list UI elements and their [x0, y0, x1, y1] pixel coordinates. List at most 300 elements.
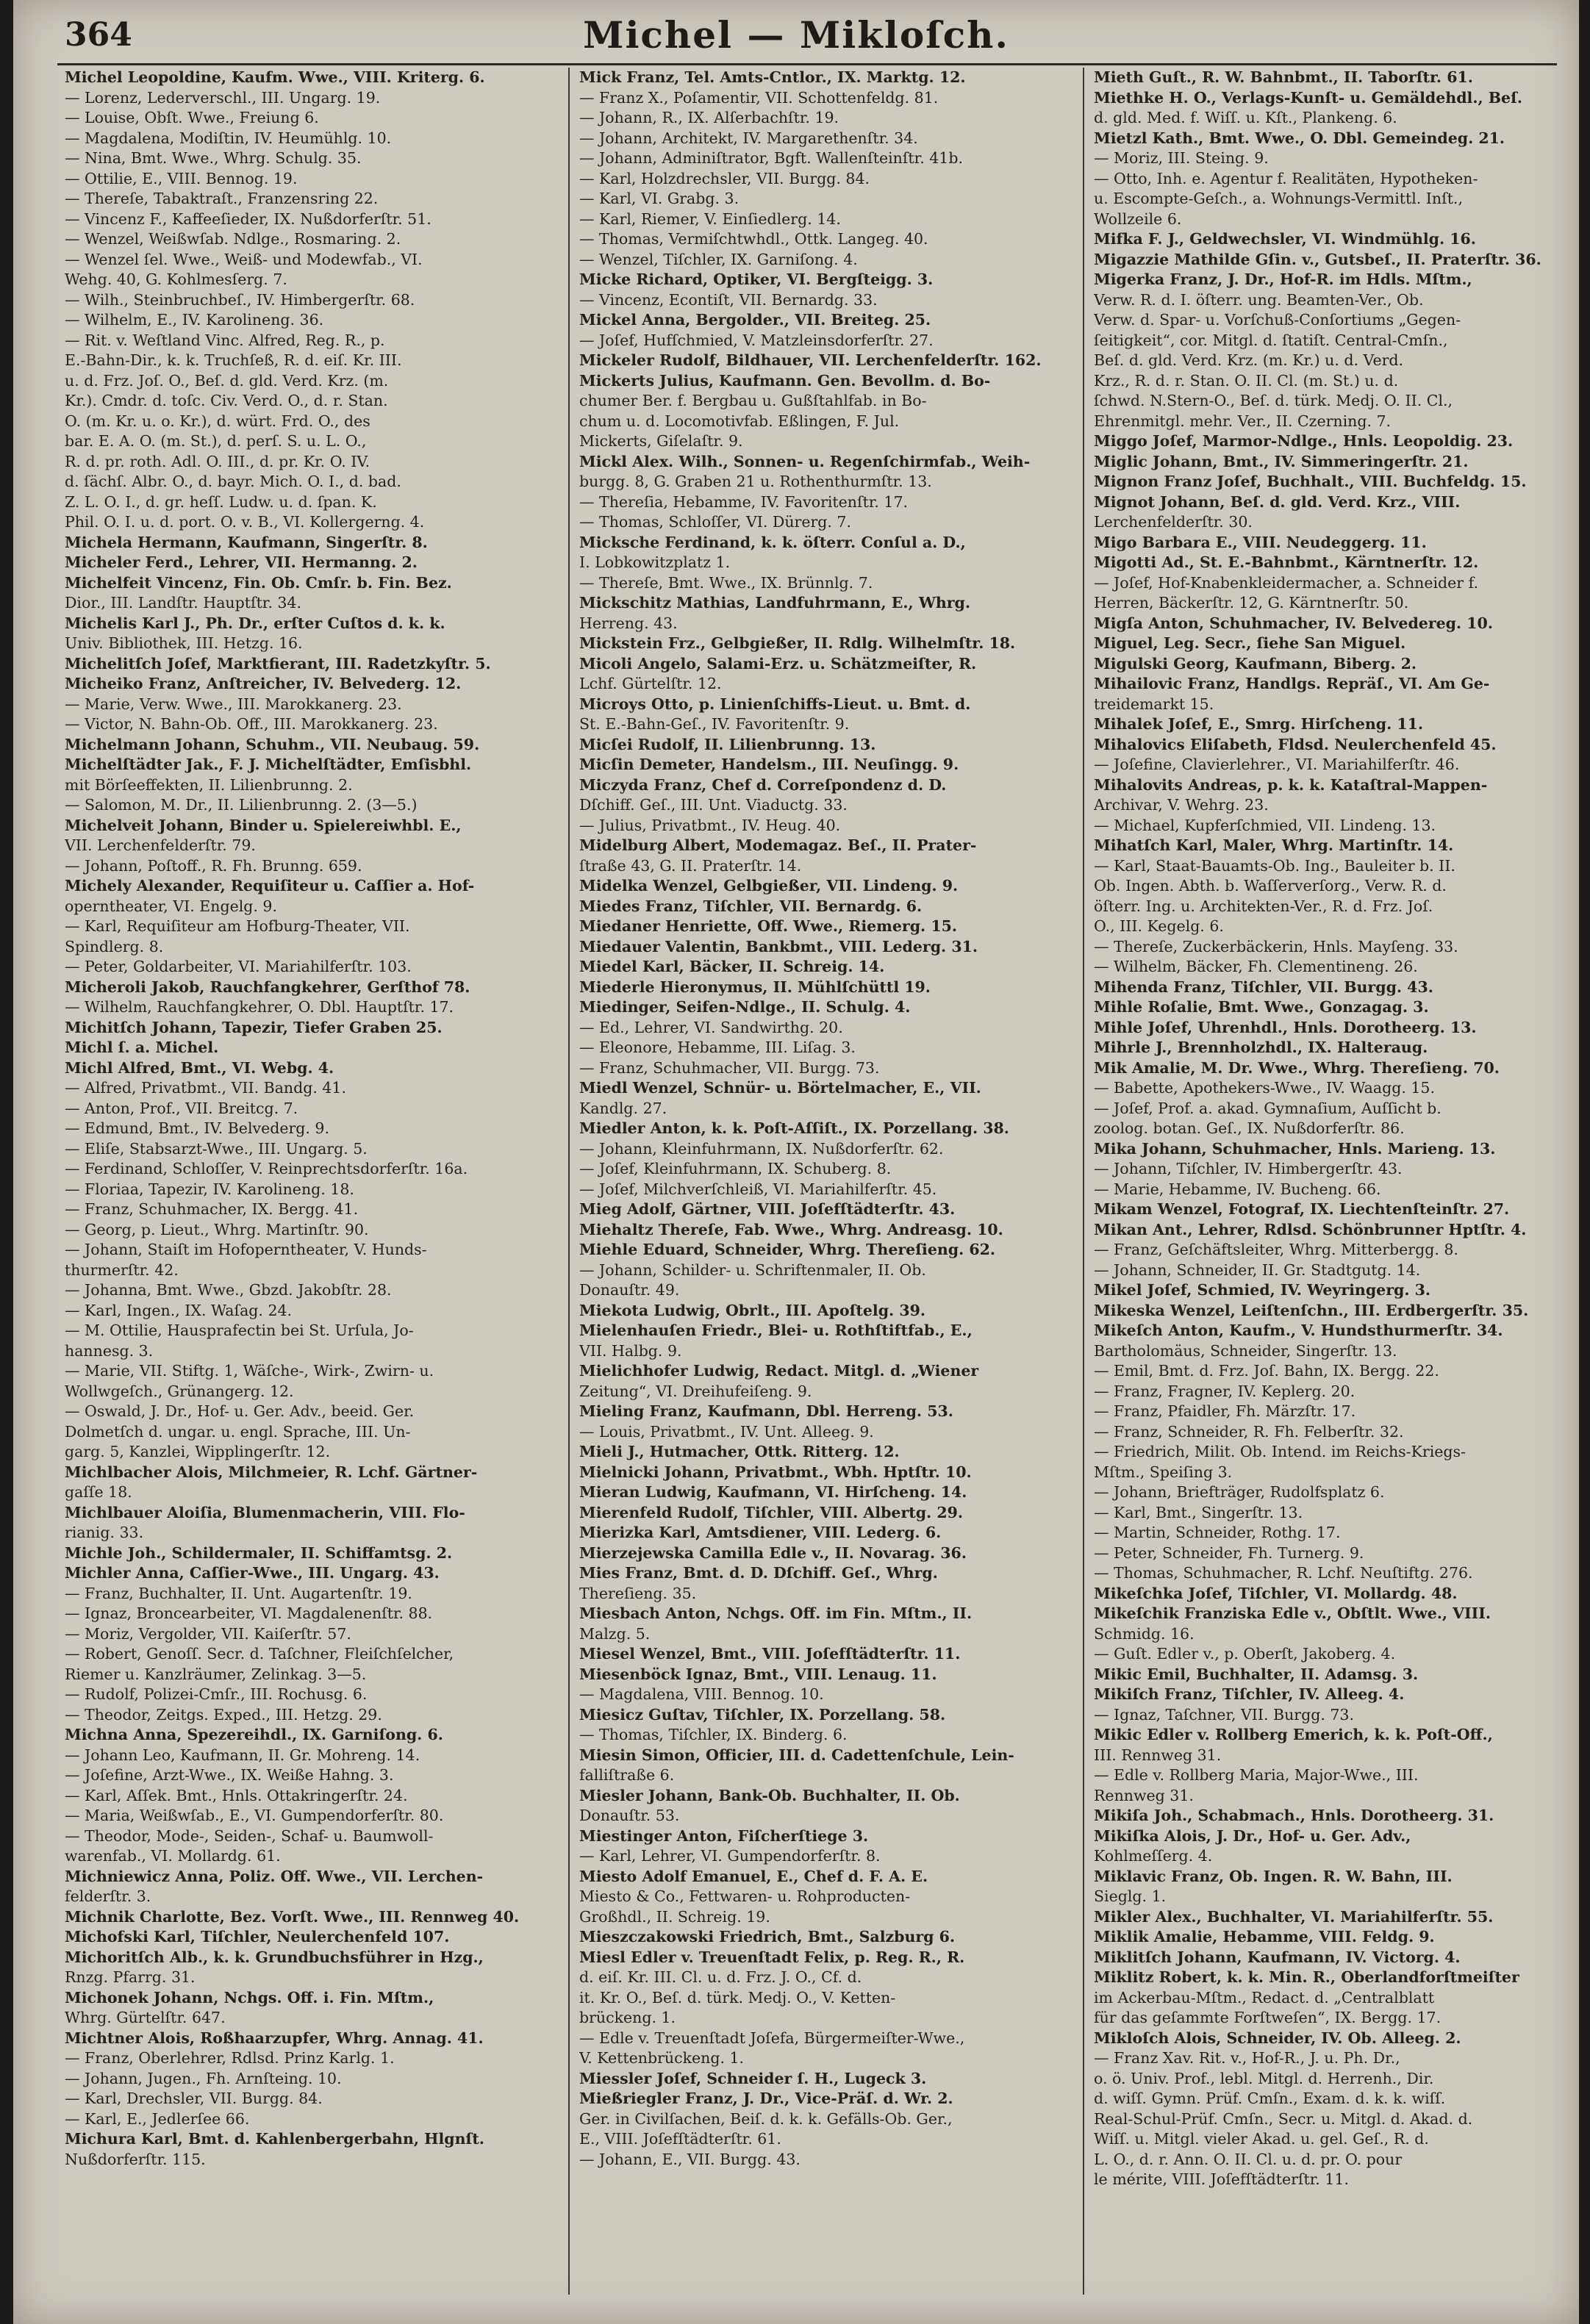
- directory-entry: — Marie, VII. Stiftg. 1, Wäſche-, Wirk-, Zwirn- u.: [65, 1362, 434, 1380]
- directory-entry: Univ. Bibliothek, III. Hetzg. 16.: [65, 634, 303, 652]
- directory-entry: — Ferdinand, Schloſſer, V. Reinprechtsdorferſtr. 16a.: [65, 1160, 468, 1177]
- directory-entry: Z. L. O. I., d. gr. heſſ. Ludw. u. d. ſpan. K.: [65, 492, 377, 511]
- directory-entry: Donauſtr. 53.: [579, 1807, 680, 1824]
- directory-entry: — Martin, Schneider, Rothg. 17.: [1094, 1524, 1341, 1541]
- directory-entry: Rnzg. Pfarrg. 31.: [65, 1968, 196, 1986]
- directory-entry: VII. Halbg. 9.: [579, 1341, 682, 1360]
- directory-entry: — Otto, Inh. e. Agentur f. Realitäten, Hypotheken-: [1094, 169, 1478, 187]
- directory-entry: Mihailovic Franz, Handlgs. Repräſ., VI. Am Ge-: [1094, 675, 1490, 692]
- directory-entry: Whrg. Gürtelſtr. 647.: [65, 2009, 226, 2026]
- directory-entry: Dſchiff. Geſ., III. Unt. Viaductg. 33.: [579, 796, 848, 814]
- directory-entry: — Thereſia, Hebamme, IV. Favoritenſtr. 17.: [579, 492, 909, 511]
- directory-entry: Mikeska Wenzel, Leiſtenſchn., III. Erdbergerſtr. 35.: [1094, 1301, 1529, 1319]
- directory-entry: Archivar, V. Wehrg. 23.: [1094, 796, 1269, 814]
- directory-entry: Midelka Wenzel, Gelbgießer, VII. Lindeng. 9.: [579, 877, 959, 894]
- directory-entry: — Karl, Requiſiteur am Hofburg-Theater, VII.: [65, 917, 410, 935]
- directory-entry: Mickel Anna, Bergolder., VII. Breiteg. 25.: [579, 311, 931, 329]
- directory-entry: — Moriz, III. Steing. 9.: [1094, 149, 1269, 167]
- directory-entry: Miggo Joſef, Marmor-Ndlge., Hnls. Leopoldig. 23.: [1094, 432, 1514, 450]
- directory-entry: Midelburg Albert, Modemagaz. Beſ., II. Prater-: [579, 836, 977, 854]
- directory-entry: Mihle Roſalie, Bmt. Wwe., Gonzagag. 3.: [1094, 998, 1429, 1016]
- directory-entry: Micoli Angelo, Salami-Erz. u. Schätzmeiſter, R.: [579, 654, 977, 673]
- directory-entry: — Ed., Lehrer, VI. Sandwirthg. 20.: [579, 1018, 843, 1036]
- directory-entry: — Vincenz F., Kaffeeſieder, IX. Nußdorferſtr. 51.: [65, 209, 431, 228]
- directory-entry: III. Rennweg 31.: [1094, 1746, 1222, 1764]
- directory-entry: Michelitſch Joſef, Marktfierant, III. Radetzkyſtr. 5.: [65, 654, 491, 673]
- directory-entry: — Salomon, M. Dr., II. Lilienbrunng. 2. (3—5.): [65, 796, 418, 814]
- directory-entry: — Joſef, Hof-Knabenkleidermacher, a. Schneider f.: [1094, 573, 1478, 592]
- directory-entry: Mikiſch Franz, Tiſchler, IV. Alleeg. 4.: [1094, 1685, 1405, 1703]
- directory-entry: — Alfred, Privatbmt., VII. Bandg. 41.: [65, 1079, 346, 1097]
- directory-entry: Miesto Adolf Emanuel, E., Chef d. F. A. E.: [579, 1867, 928, 1885]
- directory-entry: — Wilhelm, E., IV. Karolineng. 36.: [65, 311, 324, 329]
- directory-entry: — Joſefine, Arzt-Wwe., IX. Weiße Hahng. 3.: [65, 1766, 394, 1784]
- directory-entry: u. d. Frz. Joſ. O., Beſ. d. gld. Verd. Krz. (m.: [65, 371, 389, 390]
- directory-entry: Michelmann Johann, Schuhm., VII. Neubaug. 59.: [65, 735, 480, 753]
- directory-entry: — Karl, Lehrer, VI. Gumpendorferſtr. 8.: [579, 1847, 881, 1865]
- directory-entry: — Karl, Staat-Bauamts-Ob. Ing., Bauleiter b. II.: [1094, 856, 1455, 875]
- directory-entry: Michna Anna, Spezereihdl., IX. Garniſong. 6.: [65, 1726, 443, 1743]
- directory-entry: Mieling Franz, Kaufmann, Dbl. Herreng. 53.: [579, 1402, 953, 1420]
- directory-entry: I. Lobkowitzplatz 1.: [579, 553, 731, 571]
- directory-entry: R. d. pr. roth. Adl. O. III., d. pr. Kr. O. IV.: [65, 452, 370, 470]
- directory-entry: Micheiko Franz, Anſtreicher, IV. Belvederg. 12.: [65, 675, 462, 692]
- directory-entry: — Franz, Fragner, IV. Keplerg. 20.: [1094, 1382, 1356, 1400]
- directory-entry: Großhdl., II. Schreig. 19.: [579, 1907, 770, 1926]
- directory-entry: Kandlg. 27.: [579, 1099, 667, 1117]
- directory-entry: Micſin Demeter, Handelsm., III. Neuſingg. 9.: [579, 756, 959, 773]
- directory-entry: Miehle Eduard, Schneider, Whrg. Thereſieng. 62.: [579, 1241, 996, 1258]
- directory-entry: — Ottilie, E., VIII. Bennog. 19.: [65, 169, 298, 187]
- directory-entry: Micſei Rudolf, II. Lilienbrunng. 13.: [579, 735, 876, 753]
- directory-entry: Mihrle J., Brennholzhdl., IX. Halteraug.: [1094, 1039, 1428, 1056]
- directory-entry: Mietzl Kath., Bmt. Wwe., O. Dbl. Gemeindeg. 21.: [1094, 129, 1505, 147]
- directory-entry: — Thomas, Vermiſchtwhdl., Ottk. Langeg. 40.: [579, 230, 928, 248]
- directory-entry: garg. 5, Kanzlei, Wipplingerſtr. 12.: [65, 1443, 331, 1460]
- directory-entry: — Johann, Architekt, IV. Margarethenſtr. 34.: [579, 129, 918, 147]
- directory-entry: Michura Karl, Bmt. d. Kahlenbergerbahn, Hlgnſt.: [65, 2130, 484, 2148]
- directory-entry: — Thomas, Schloſſer, VI. Dürerg. 7.: [579, 513, 851, 531]
- directory-entry: Verw. R. d. I. öſterr. ung. Beamten-Ver., Ob.: [1094, 290, 1424, 309]
- directory-entry: Mignot Johann, Beſ. d. gld. Verd. Krz., VIII.: [1094, 492, 1461, 511]
- directory-entry: d. wiſſ. Gymn. Prüf. Cmſn., Exam. d. k. k. wiſſ.: [1094, 2090, 1446, 2107]
- directory-entry: — Johann, R., IX. Alſerbachſtr. 19.: [579, 109, 839, 126]
- directory-entry: it. Kr. O., Beſ. d. türk. Medj. O., V. Ketten-: [579, 1988, 896, 2006]
- directory-entry: — Anton, Prof., VII. Breitcg. 7.: [65, 1099, 298, 1117]
- directory-entry: Mihalovits Andreas, p. k. k. Kataſtral-Mappen-: [1094, 775, 1488, 794]
- directory-entry: Donauſtr. 49.: [579, 1281, 680, 1299]
- directory-entry: Beſ. d. gld. Verd. Krz. (m. Kr.) u. d. Verd.: [1094, 351, 1404, 369]
- directory-entry: Thereſieng. 35.: [579, 1584, 697, 1602]
- directory-entry: Michlbauer Aloiſia, Blumenmacherin, VIII. Flo-: [65, 1503, 465, 1521]
- directory-entry: — Edle v. Rollberg Maria, Major-Wwe., III.: [1094, 1766, 1419, 1784]
- directory-entry: burgg. 8, G. Graben 21 u. Rothenthurmſtr. 13.: [579, 473, 932, 490]
- directory-entry: Mieli J., Hutmacher, Ottk. Ritterg. 12.: [579, 1443, 900, 1460]
- directory-entry: Miedl Wenzel, Schnür- u. Börtelmacher, E., VII.: [579, 1079, 981, 1097]
- directory-entry: Migo Barbara E., VIII. Neudeggerg. 11.: [1094, 533, 1427, 551]
- directory-entry: — Wilh., Steinbruchbeſ., IV. Himbergerſtr. 68.: [65, 290, 415, 309]
- directory-entry: Mierenfeld Rudolf, Tiſchler, VIII. Albertg. 29.: [579, 1503, 963, 1521]
- directory-entry: Dior., III. Landſtr. Hauptſtr. 34.: [65, 594, 301, 612]
- directory-entry: Michelſtädter Jak., F. J. Michelſtädter, Emſisbhl.: [65, 756, 472, 773]
- directory-entry: Migulski Georg, Kaufmann, Biberg. 2.: [1094, 654, 1417, 673]
- directory-entry: Miehaltz Thereſe, Fab. Wwe., Whrg. Andreasg. 10.: [579, 1220, 1003, 1238]
- directory-entry: thurmerſtr. 42.: [65, 1260, 179, 1279]
- directory-entry: — Thereſe, Bmt. Wwe., IX. Brünnlg. 7.: [579, 573, 873, 592]
- directory-entry: Miesler Johann, Bank-Ob. Buchhalter, II. Ob.: [579, 1786, 960, 1804]
- directory-entry: Nußdorferſtr. 115.: [65, 2150, 206, 2168]
- directory-entry: Michlbacher Alois, Milchmeier, R. Lchf. Gärtner-: [65, 1463, 478, 1481]
- directory-entry: Mikic Edler v. Rollberg Emerich, k. k. Poſt-Off.,: [1094, 1726, 1493, 1743]
- directory-entry: — Karl, Drechsler, VII. Burgg. 84.: [65, 2090, 323, 2107]
- directory-entry: — Johann, Staiſt im Hofoperntheater, V. Hunds-: [65, 1241, 427, 1258]
- directory-entry: — Marie, Verw. Wwe., III. Marokkanerg. 23.: [65, 695, 402, 713]
- directory-entry: — Ignaz, Broncearbeiter, VI. Magdalenenſtr. 88.: [65, 1604, 433, 1622]
- directory-entry: Miekota Ludwig, Obrlt., III. Apoſtelg. 39.: [579, 1301, 925, 1319]
- header-rule: [57, 63, 1557, 65]
- directory-entry: — Johann, E., VII. Burgg. 43.: [579, 2150, 801, 2168]
- directory-entry: — Wilhelm, Bäcker, Fh. Clementineng. 26.: [1094, 958, 1418, 975]
- directory-entry: Miedinger, Seifen-Ndlge., II. Schulg. 4.: [579, 998, 911, 1016]
- directory-entry: — Peter, Goldarbeiter, VI. Mariahilferſtr. 103.: [65, 958, 412, 975]
- directory-entry: bar. E. A. O. (m. St.), d. perſ. S. u. L. O.,: [65, 432, 367, 450]
- directory-entry: Migerka Franz, J. Dr., Hof-R. im Hdls. Mſtm.,: [1094, 270, 1472, 288]
- directory-entry: — Eliſe, Stabsarzt-Wwe., III. Ungarg. 5.: [65, 1139, 368, 1158]
- column-divider: [568, 68, 570, 2295]
- directory-entry: Miesl Edler v. Treuenſtadt Felix, p. Reg. R., R.: [579, 1948, 965, 1966]
- directory-entry: Phil. O. I. u. d. port. O. v. B., VI. Kollergerng. 4.: [65, 513, 425, 531]
- directory-entry: V. Kettenbrückeng. 1.: [579, 2049, 745, 2067]
- directory-entry: Mſtm., Speiſing 3.: [1094, 1463, 1233, 1481]
- directory-entry: Mihalovics Eliſabeth, Fldsd. Neulerchenfeld 45.: [1094, 735, 1497, 753]
- directory-entry: — Nina, Bmt. Wwe., Whrg. Schulg. 35.: [65, 149, 362, 167]
- directory-entry: Michel Leopoldine, Kaufm. Wwe., VIII. Kriterg. 6.: [65, 68, 485, 86]
- directory-entry: Mihatſch Karl, Maler, Whrg. Martinſtr. 14.: [1094, 836, 1454, 854]
- page-header: [13, 0, 1579, 66]
- directory-entry: brückeng. 1.: [579, 2009, 676, 2026]
- directory-entry: — Karl, Riemer, V. Einſiedlerg. 14.: [579, 209, 841, 228]
- directory-entry: Mikic Emil, Buchhalter, II. Adamsg. 3.: [1094, 1665, 1419, 1683]
- directory-entry: Michnik Charlotte, Bez. Vorſt. Wwe., III. Rennweg 40.: [65, 1907, 520, 1926]
- directory-entry: Mieran Ludwig, Kaufmann, VI. Hirſcheng. 14.: [579, 1483, 967, 1501]
- directory-entry: Sieglg. 1.: [1094, 1887, 1167, 1905]
- directory-entry: Michl Alfred, Bmt., VI. Webg. 4.: [65, 1058, 334, 1077]
- directory-entry: — Wenzel ſel. Wwe., Weiß- und Modewfab., VI.: [65, 250, 423, 268]
- directory-entry: Michitſch Johann, Tapezir, Tiefer Graben 25.: [65, 1018, 443, 1036]
- directory-entry: — Thomas, Schuhmacher, R. Lchf. Neuſtiftg. 276.: [1094, 1564, 1473, 1582]
- directory-entry: Miedauer Valentin, Bankbmt., VIII. Lederg. 31.: [579, 937, 978, 955]
- directory-entry: — Rit. v. Weſtland Vinc. Alfred, Reg. R., p.: [65, 331, 385, 349]
- directory-entry: Wollzeile 6.: [1094, 209, 1182, 228]
- directory-entry: Micheroli Jakob, Rauchfangkehrer, Gerſthof 78.: [65, 978, 470, 996]
- directory-entry: operntheater, VI. Engelg. 9.: [65, 897, 277, 915]
- directory-entry: Mikeſchik Franziska Edle v., Obſtlt. Wwe., VIII.: [1094, 1604, 1491, 1622]
- directory-entry: Bartholomäus, Schneider, Singerſtr. 13.: [1094, 1341, 1397, 1360]
- directory-entry: — M. Ottilie, Hausprafectin bei St. Urſula, Jo-: [65, 1321, 414, 1339]
- directory-entry: — Joſef, Kleinfuhrmann, IX. Schuberg. 8.: [579, 1160, 892, 1177]
- directory-entry: Kr.). Cmdr. d. toſc. Civ. Verd. O., d. r. Stan.: [65, 392, 388, 409]
- directory-entry: Micheler Ferd., Lehrer, VII. Hermanng. 2.: [65, 553, 418, 571]
- directory-entry: — Karl, Aſſek. Bmt., Hnls. Ottakringerſtr. 24.: [65, 1786, 408, 1804]
- directory-entry: — Louis, Privatbmt., IV. Unt. Alleeg. 9.: [579, 1422, 874, 1441]
- directory-entry: — Franz, Pfaidler, Fh. Märzſtr. 17.: [1094, 1402, 1356, 1420]
- directory-entry: u. Escompte-Geſch., a. Wohnungs-Vermittl. Inſt.,: [1094, 190, 1463, 207]
- directory-entry: — Moriz, Vergolder, VII. Kaiſerſtr. 57.: [65, 1624, 351, 1643]
- directory-entry: — Wenzel, Tiſchler, IX. Garniſong. 4.: [579, 250, 858, 268]
- directory-entry: Rennweg 31.: [1094, 1786, 1194, 1804]
- directory-entry: Lerchenfelderſtr. 30.: [1094, 513, 1253, 531]
- directory-entry: hannesg. 3.: [65, 1341, 154, 1360]
- directory-entry: chum u. d. Locomotivfab. Eßlingen, F. Jul.: [579, 412, 900, 430]
- directory-entry: d. gld. Med. f. Wiſſ. u. Kſt., Plankeng. 6.: [1094, 109, 1397, 126]
- directory-entry: Miedaner Henriette, Off. Wwe., Riemerg. 15.: [579, 917, 957, 935]
- directory-entry: O. (m. Kr. u. o. Kr.), d. würt. Frd. O., des: [65, 412, 370, 430]
- directory-page: [13, 0, 1579, 2324]
- directory-entry: Mikiſka Alois, J. Dr., Hof- u. Ger. Adv.,: [1094, 1826, 1411, 1845]
- directory-entry: — Johann, Kleinfuhrmann, IX. Nußdorferſtr. 62.: [579, 1139, 944, 1158]
- directory-entry: Mignon Franz Joſef, Buchhalt., VIII. Buchfeldg. 15.: [1094, 473, 1527, 490]
- directory-entry: Michela Hermann, Kaufmann, Singerſtr. 8.: [65, 533, 428, 551]
- directory-entry: — Oswald, J. Dr., Hof- u. Ger. Adv., beeid. Ger.: [65, 1402, 415, 1420]
- directory-entry: — Robert, Genoſſ. Secr. d. Taſchner, Fleiſchſelcher,: [65, 1645, 454, 1663]
- directory-entry: — Karl, Holzdrechsler, VII. Burgg. 84.: [579, 169, 870, 187]
- directory-entry: Mikloſch Alois, Schneider, IV. Ob. Alleeg. 2.: [1094, 2029, 1461, 2047]
- directory-entry: Wiſſ. u. Mitgl. vieler Akad. u. gel. Geſ., R. d.: [1094, 2130, 1429, 2148]
- directory-entry: treidemarkt 15.: [1094, 695, 1214, 713]
- directory-entry: Mickeler Rudolf, Bildhauer, VII. Lerchenfelderſtr. 162.: [579, 351, 1042, 369]
- directory-entry: Mikeſchka Joſef, Tiſchler, VI. Mollardg. 48.: [1094, 1584, 1458, 1602]
- directory-entry: Real-Schul-Prüf. Cmſn., Secr. u. Mitgl. d. Akad. d.: [1094, 2109, 1473, 2128]
- directory-entry: — Magdalena, Modiſtin, IV. Heumühlg. 10.: [65, 129, 392, 147]
- directory-entry: zoolog. botan. Geſ., IX. Nußdorferſtr. 86.: [1094, 1119, 1405, 1137]
- directory-entry: — Michael, Kupferſchmied, VII. Lindeng. 13.: [1094, 816, 1436, 834]
- directory-entry: ſchwd. N.Stern-O., Beſ. d. türk. Medj. O. II. Cl.,: [1094, 392, 1453, 409]
- directory-entry: — Wilhelm, Rauchfangkehrer, O. Dbl. Hauptſtr. 17.: [65, 998, 454, 1016]
- directory-entry: Verw. d. Spar- u. Vorſchuß-Conſortiums „Gegen-: [1094, 311, 1461, 329]
- directory-entry: mit Börſeeffekten, II. Lilienbrunng. 2.: [65, 775, 353, 794]
- directory-entry: St. E.-Bahn-Geſ., IV. Favoritenſtr. 9.: [579, 715, 850, 733]
- directory-entry: — Karl, Bmt., Singerſtr. 13.: [1094, 1503, 1303, 1521]
- directory-entry: — Franz X., Poſamentir, VII. Schottenfeldg. 81.: [579, 88, 939, 107]
- column-divider: [1083, 68, 1084, 2295]
- directory-entry: Michniewicz Anna, Poliz. Off. Wwe., VII. Lerchen-: [65, 1867, 484, 1885]
- directory-entry: Herreng. 43.: [579, 614, 678, 632]
- directory-entry: Mikel Joſef, Schmied, IV. Weyringerg. 3.: [1094, 1281, 1431, 1299]
- directory-entry: Mikan Ant., Lehrer, Rdlsd. Schönbrunner Hptſtr. 4.: [1094, 1220, 1527, 1238]
- directory-entry: — Marie, Hebamme, IV. Bucheng. 66.: [1094, 1180, 1381, 1198]
- directory-entry: Miedel Karl, Bäcker, II. Schreig. 14.: [579, 958, 885, 975]
- directory-entry: — Johann, Tiſchler, IV. Himbergerſtr. 43.: [1094, 1160, 1403, 1177]
- directory-entry: — Peter, Schneider, Fh. Turnerg. 9.: [1094, 1543, 1364, 1562]
- directory-entry: Ob. Ingen. Abth. b. Waſſerverſorg., Verw. R. d.: [1094, 877, 1447, 894]
- directory-entry: Micksche Ferdinand, k. k. öſterr. Conſul a. D.,: [579, 533, 966, 551]
- directory-entry: Miglic Johann, Bmt., IV. Simmeringerſtr. 21.: [1094, 452, 1469, 470]
- directory-entry: Michelis Karl J., Ph. Dr., erſter Cuſtos d. k. k.: [65, 614, 445, 632]
- directory-entry: Mick Franz, Tel. Amts-Cntlor., IX. Marktg. 12.: [579, 68, 966, 86]
- directory-entry: Mika Johann, Schuhmacher, Hnls. Marieng. 13.: [1094, 1139, 1496, 1158]
- directory-entry: Malzg. 5.: [579, 1624, 651, 1643]
- directory-entry: ſtraße 43, G. II. Praterſtr. 14.: [579, 856, 802, 875]
- directory-entry: — Joſefine, Clavierlehrer., VI. Mariahilferſtr. 46.: [1094, 756, 1460, 773]
- directory-entry: d. ſächſ. Albr. O., d. bayr. Mich. O. I., d. bad.: [65, 473, 401, 490]
- directory-entry: — Edle v. Treuenſtadt Joſefa, Bürgermeiſter-Wwe.,: [579, 2029, 965, 2047]
- directory-entry: Miesto & Co., Fettwaren- u. Rohproducten-: [579, 1887, 911, 1905]
- directory-entry: Micke Richard, Optiker, VI. Bergſteigg. 3.: [579, 270, 934, 288]
- directory-entry: — Maria, Weißwſab., E., VI. Gumpendorferſtr. 80.: [65, 1807, 444, 1824]
- directory-entry: ſeitigkeit“, cor. Mitgl. d. ſtatiſt. Central-Cmſn.,: [1094, 331, 1448, 349]
- directory-entry: — Joſef, Prof. a. akad. Gymnaſium, Auſſicht b.: [1094, 1099, 1442, 1117]
- directory-entry: Mickstein Frz., Gelbgießer, II. Rdlg. Wilhelmſtr. 18.: [579, 634, 1016, 652]
- directory-entry: — Louise, Obſt. Wwe., Freiung 6.: [65, 109, 319, 126]
- directory-entry: Dolmetſch d. ungar. u. engl. Sprache, III. Un-: [65, 1422, 411, 1441]
- directory-entry: Microys Otto, p. Linienſchiffs-Lieut. u. Bmt. d.: [579, 695, 971, 713]
- directory-entry: — Thereſe, Zuckerbäckerin, Hnls. Mayſeng. 33.: [1094, 937, 1458, 955]
- directory-entry: Miklik Amalie, Hebamme, VIII. Feldg. 9.: [1094, 1928, 1435, 1945]
- directory-entry: Mikam Wenzel, Fotograf, IX. Liechtenſteinſtr. 27.: [1094, 1200, 1510, 1218]
- directory-entry: — Karl, Ingen., IX. Waſag. 24.: [65, 1301, 293, 1319]
- directory-column-2: [579, 68, 1075, 2302]
- running-head: Michel — Mikloſch.: [583, 13, 1009, 57]
- directory-entry: Mickerts Julius, Kaufmann. Gen. Bevollm. d. Bo-: [579, 371, 991, 390]
- directory-entry: — Franz Xav. Rit. v., Hof-R., J. u. Ph. Dr.,: [1094, 2049, 1400, 2067]
- directory-entry: Mieszczakowski Friedrich, Bmt., Salzburg 6.: [579, 1928, 956, 1945]
- directory-entry: — Friedrich, Milit. Ob. Intend. im Reichs-Kriegs-: [1094, 1443, 1466, 1460]
- directory-entry: Miesin Simon, Officier, III. d. Cadettenſchule, Lein-: [579, 1746, 1014, 1764]
- directory-entry: — Rudolf, Polizei-Cmſr., III. Rochusg. 6.: [65, 1685, 368, 1703]
- directory-entry: Mikeſch Anton, Kaufm., V. Hundsthurmerſtr. 34.: [1094, 1321, 1503, 1339]
- directory-entry: Mifka F. J., Geldwechsler, VI. Windmühlg. 16.: [1094, 230, 1476, 248]
- directory-entry: Kohlmeſſerg. 4.: [1094, 1847, 1213, 1865]
- directory-entry: — Franz, Schuhmacher, IX. Bergg. 41.: [65, 1200, 359, 1218]
- directory-entry: Miederle Hieronymus, II. Mühlſchüttl 19.: [579, 978, 931, 996]
- directory-entry: Miestinger Anton, Fiſcherſtiege 3.: [579, 1826, 869, 1845]
- directory-entry: Mikler Alex., Buchhalter, VI. Mariahilferſtr. 55.: [1094, 1907, 1494, 1926]
- directory-entry: — Franz, Geſchäftsleiter, Whrg. Mitterbergg. 8.: [1094, 1241, 1458, 1258]
- directory-entry: Miedler Anton, k. k. Poſt-Aſſiſt., IX. Porzellang. 38.: [579, 1119, 1009, 1137]
- directory-entry: — Johann, Adminiſtrator, Bgft. Wallenſteinſtr. 41b.: [579, 149, 963, 167]
- directory-entry: d. eiſ. Kr. III. Cl. u. d. Frz. J. O., Cf. d.: [579, 1968, 862, 1986]
- directory-entry: — Johann, Briefträger, Rudolfsplatz 6.: [1094, 1483, 1385, 1501]
- directory-entry: Miessler Joſef, Schneider ſ. H., Lugeck 3.: [579, 2069, 927, 2087]
- directory-entry: — Floriaa, Tapezir, IV. Karolineng. 18.: [65, 1180, 354, 1198]
- directory-entry: — Vincenz, Econtiſt, VII. Bernardg. 33.: [579, 290, 878, 309]
- directory-entry: Mickl Alex. Wilh., Sonnen- u. Regenſchirmfab., Weih-: [579, 452, 1031, 470]
- directory-entry: Michonek Johann, Nchgs. Off. i. Fin. Mſtm.,: [65, 1988, 434, 2006]
- directory-entry: — Wenzel, Weißwſab. Ndlge., Rosmaring. 2.: [65, 230, 401, 248]
- directory-entry: E.-Bahn-Dir., k. k. Truchſeß, R. d. eiſ. Kr. III.: [65, 351, 402, 369]
- directory-entry: falliſtraße 6.: [579, 1766, 675, 1784]
- directory-entry: Zeitung“, VI. Dreihufeiſeng. 9.: [579, 1382, 812, 1400]
- directory-entry: Mielnicki Johann, Privatbmt., Wbh. Hptſtr. 10.: [579, 1463, 972, 1481]
- directory-entry: — Johann, Schilder- u. Schriftenmaler, II. Ob.: [579, 1260, 926, 1279]
- page-number: 364: [65, 16, 132, 54]
- directory-entry: Michl ſ. a. Michel.: [65, 1039, 219, 1056]
- directory-entry: Krz., R. d. r. Stan. O. II. Cl. (m. St.) u. d.: [1094, 371, 1399, 390]
- directory-entry: Michtner Alois, Roßhaarzupfer, Whrg. Annag. 41.: [65, 2029, 484, 2047]
- directory-entry: Miesenböck Ignaz, Bmt., VIII. Lenaug. 11.: [579, 1665, 937, 1683]
- directory-entry: felderſtr. 3.: [65, 1887, 151, 1905]
- directory-entry: — Johanna, Bmt. Wwe., Gbzd. Jakobſtr. 28.: [65, 1281, 392, 1299]
- directory-entry: Miklitz Robert, k. k. Min. R., Oberlandforſtmeiſter: [1094, 1968, 1519, 1986]
- directory-entry: Miguel, Leg. Secr., ſiehe San Miguel.: [1094, 634, 1406, 652]
- directory-entry: Miesel Wenzel, Bmt., VIII. Joſefſtädterſtr. 11.: [579, 1645, 961, 1663]
- directory-entry: — Babette, Apothekers-Wwe., IV. Waagg. 15.: [1094, 1079, 1435, 1097]
- directory-entry: — Johann Leo, Kaufmann, II. Gr. Mohreng. 14.: [65, 1746, 420, 1764]
- directory-entry: Riemer u. Kanzlräumer, Zelinkag. 3—5.: [65, 1665, 367, 1683]
- directory-entry: — Eleonore, Hebamme, III. Liſag. 3.: [579, 1039, 856, 1056]
- directory-entry: — Emil, Bmt. d. Frz. Joſ. Bahn, IX. Bergg. 22.: [1094, 1362, 1439, 1380]
- directory-entry: Migazzie Mathilde Gſin. v., Gutsbeſ., II. Praterſtr. 36.: [1094, 250, 1541, 268]
- directory-entry: Spindlerg. 8.: [65, 937, 164, 955]
- directory-entry: — Franz, Schuhmacher, VII. Burgg. 73.: [579, 1058, 880, 1077]
- directory-entry: — Johann, Jugen., Fh. Arnſteing. 10.: [65, 2069, 342, 2087]
- directory-entry: Mielenhauſen Friedr., Blei- u. Rothſtiftfab., E.,: [579, 1321, 973, 1339]
- directory-entry: — Julius, Privatbmt., IV. Heug. 40.: [579, 816, 841, 834]
- directory-entry: Miklitſch Johann, Kaufmann, IV. Victorg. 4.: [1094, 1948, 1461, 1966]
- directory-entry: Mierizka Karl, Amtsdiener, VIII. Lederg. 6.: [579, 1524, 942, 1541]
- directory-entry: — Karl, E., Jedlerſee 66.: [65, 2109, 250, 2128]
- directory-entry: Wehg. 40, G. Kohlmesſerg. 7.: [65, 270, 287, 288]
- directory-entry: L. O., d. r. Ann. O. II. Cl. u. d. pr. O. pour: [1094, 2150, 1403, 2168]
- directory-entry: rianig. 33.: [65, 1524, 144, 1541]
- directory-entry: Migſa Anton, Schuhmacher, IV. Belvedereg. 10.: [1094, 614, 1493, 632]
- directory-column-1: [65, 68, 561, 2302]
- directory-entry: Michelfeit Vincenz, Fin. Ob. Cmſr. b. Fin. Bez.: [65, 573, 452, 592]
- directory-entry: Miczyda Franz, Chef d. Correſpondenz d. D.: [579, 775, 947, 794]
- directory-entry: für das geſammte Forſtweſen“, IX. Bergg. 17.: [1094, 2009, 1442, 2026]
- directory-entry: o. ö. Univ. Prof., lebl. Mitgl. d. Herrenh., Dir.: [1094, 2069, 1434, 2087]
- directory-entry: im Ackerbau-Mſtm., Redact. d. „Centralblatt: [1094, 1988, 1435, 2006]
- directory-entry: Mik Amalie, M. Dr. Wwe., Whrg. Thereſieng. 70.: [1094, 1058, 1500, 1077]
- directory-entry: Miesicz Guſtav, Tiſchler, IX. Porzellang. 58.: [579, 1705, 946, 1724]
- directory-column-3: [1094, 68, 1572, 2302]
- directory-entry: Schmidg. 16.: [1094, 1624, 1195, 1643]
- directory-entry: chumer Ber. f. Bergbau u. Gußſtahlfab. in Bo-: [579, 392, 927, 409]
- directory-entry: — Theodor, Zeitgs. Exped., III. Hetzg. 29.: [65, 1705, 382, 1724]
- directory-entry: — Johann, Schneider, II. Gr. Stadtgutg. 14.: [1094, 1260, 1421, 1279]
- directory-entry: — Thomas, Tiſchler, IX. Binderg. 6.: [579, 1726, 848, 1743]
- directory-entry: — Victor, N. Bahn-Ob. Off., III. Marokkanerg. 23.: [65, 715, 438, 733]
- directory-entry: Mikiſa Joh., Schabmach., Hnls. Dorotheerg. 31.: [1094, 1807, 1494, 1824]
- directory-entry: le mérite, VIII. Joſefſtädterſtr. 11.: [1094, 2170, 1349, 2188]
- directory-entry: öſterr. Ing. u. Architekten-Ver., R. d. Frz. Joſ.: [1094, 897, 1433, 915]
- directory-entry: — Franz, Schneider, R. Fh. Felberſtr. 32.: [1094, 1422, 1404, 1441]
- directory-entry: — Franz, Buchhalter, II. Unt. Augartenſtr. 19.: [65, 1584, 412, 1602]
- directory-entry: gaſſe 18.: [65, 1483, 132, 1501]
- directory-entry: — Karl, VI. Grabg. 3.: [579, 190, 740, 207]
- directory-entry: — Joſef, Milchverſchleiß, VI. Mariahilferſtr. 45.: [579, 1180, 937, 1198]
- directory-entry: — Joſef, Hufſchmied, V. Matzleinsdorferſtr. 27.: [579, 331, 934, 349]
- directory-entry: — Johann, Poſtoff., R. Fh. Brunng. 659.: [65, 856, 362, 875]
- directory-entry: — Franz, Oberlehrer, Rdlsd. Prinz Karlg. 1.: [65, 2049, 395, 2067]
- directory-entry: Michely Alexander, Requiſiteur u. Caſſier a. Hof-: [65, 877, 475, 894]
- directory-entry: — Edmund, Bmt., IV. Belvederg. 9.: [65, 1119, 329, 1137]
- directory-entry: Michle Joh., Schildermaler, II. Schiffamtsg. 2.: [65, 1543, 453, 1562]
- directory-entry: Mielichhofer Ludwig, Redact. Mitgl. d. „Wiener: [579, 1362, 979, 1380]
- directory-entry: Lchf. Gürtelſtr. 12.: [579, 675, 722, 692]
- directory-entry: Miklavic Franz, Ob. Ingen. R. W. Bahn, III.: [1094, 1867, 1453, 1885]
- directory-entry: Mieth Guſt., R. W. Bahnbmt., II. Taborſtr. 61.: [1094, 68, 1473, 86]
- directory-entry: Mickschitz Mathias, Landfuhrmann, E., Whrg.: [579, 594, 971, 612]
- directory-entry: Mickerts, Giſelaſtr. 9.: [579, 432, 743, 450]
- directory-entry: Herren, Bäckerſtr. 12, G. Kärntnerſtr. 50.: [1094, 594, 1409, 612]
- directory-entry: Migotti Ad., St. E.-Bahnbmt., Kärntnerſtr. 12.: [1094, 553, 1479, 571]
- directory-entry: Michofski Karl, Tiſchler, Neulerchenfeld 107.: [65, 1928, 450, 1945]
- directory-entry: warenfab., VI. Mollardg. 61.: [65, 1847, 281, 1865]
- directory-entry: E., VIII. Joſefſtädterſtr. 61.: [579, 2130, 781, 2148]
- directory-entry: O., III. Kegelg. 6.: [1094, 917, 1224, 935]
- directory-entry: Miedes Franz, Tiſchler, VII. Bernardg. 6.: [579, 897, 923, 915]
